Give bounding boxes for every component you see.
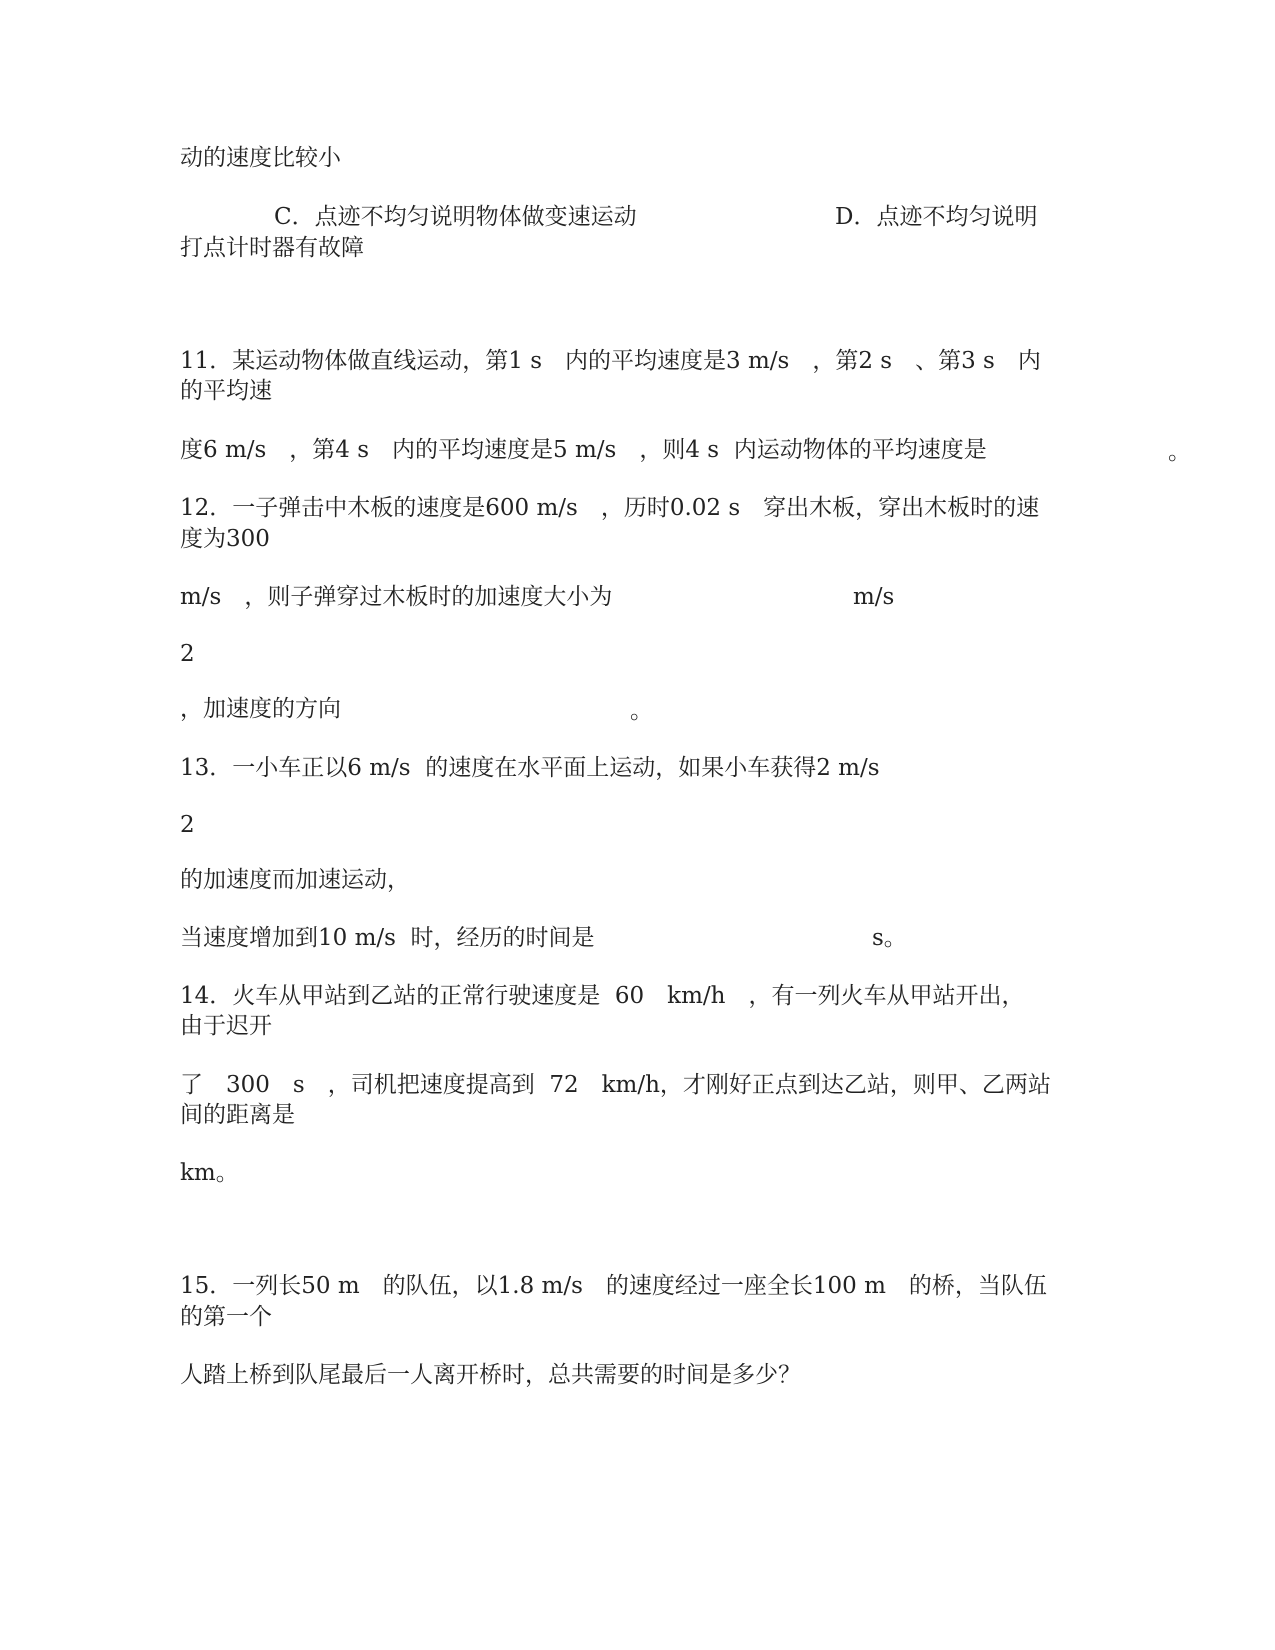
question-15-line-2: 的第一个 [180, 1304, 272, 1330]
question-13-line-1: 13．一小车正以6 m/s 的速度在水平面上运动，如果小车获得2 m/s [180, 755, 880, 781]
question-12-line-2: 度为300 [180, 526, 270, 552]
option-c: C．点迹不均匀说明物体做变速运动 [274, 204, 637, 230]
question-15-line-3: 人踏上桥到队尾最后一人离开桥时，总共需要的时间是多少？ [180, 1362, 801, 1388]
question-13-unit: s。 [872, 925, 907, 951]
question-14-line-1: 14．火车从甲站到乙站的正常行驶速度是 60 km/h ，有一列火车从甲站开出， [180, 983, 1025, 1009]
question-15-line-1: 15．一列长50 m 的队伍，以1.8 m/s 的速度经过一座全长100 m 的桥，当队伍 [180, 1273, 1047, 1299]
text-line-fragment: 动的速度比较小 [180, 145, 341, 171]
question-12-line-3: m/s ，则子弹穿过木板时的加速度大小为 [180, 584, 613, 610]
option-d-continuation: 打点计时器有故障 [180, 235, 364, 261]
question-14-unit: km。 [180, 1160, 239, 1186]
question-13-line-2: 的加速度而加速运动， [180, 867, 410, 893]
question-12-line-4: ，加速度的方向 [180, 696, 341, 722]
question-12-unit: m/s [853, 584, 895, 610]
question-11-end-mark: 。 [1168, 439, 1191, 465]
question-13-line-3: 当速度增加到10 m/s 时，经历的时间是 [180, 925, 595, 951]
question-12-exponent: 2 [180, 641, 195, 667]
question-12-line-1: 12．一子弹击中木板的速度是600 m/s ，历时0.02 s 穿出木板，穿出木板时的速 [180, 495, 1040, 521]
question-11-line-3: 度6 m/s ，第4 s 内的平均速度是5 m/s ，则4 s 内运动物体的平均速度是 [180, 437, 987, 463]
question-14-line-3: 了 300 s ，司机把速度提高到 72 km/h，才刚好正点到达乙站，则甲、乙两站 [180, 1072, 1051, 1098]
question-14-line-4: 间的距离是 [180, 1102, 295, 1128]
question-13-exponent: 2 [180, 812, 195, 838]
question-12-end-mark: 。 [630, 698, 653, 724]
option-d: D．点迹不均匀说明 [835, 204, 1038, 230]
question-14-line-2: 由于迟开 [180, 1013, 272, 1039]
question-11-line-1: 11．某运动物体做直线运动，第1 s 内的平均速度是3 m/s ，第2 s 、第3 s 内 [180, 348, 1041, 374]
question-11-line-2: 的平均速 [180, 378, 272, 404]
